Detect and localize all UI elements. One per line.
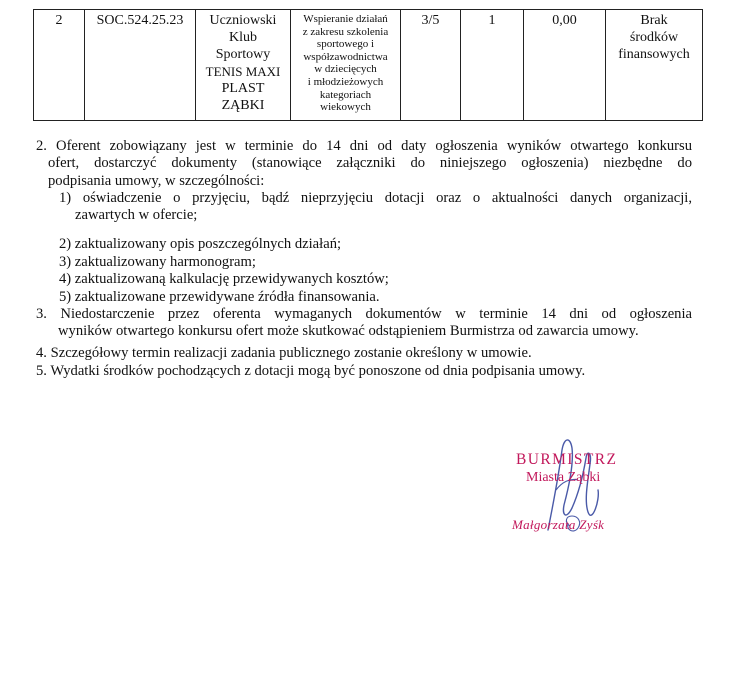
cell-amount: 0,00 [524, 10, 606, 121]
clause-2: 2. Oferent zobowiązany jest w terminie do 14 dni od daty ogłoszenia wyników otwartego konkursu ofert, dostarczyć dokumenty (stanowiące załączniki do niniejszego ogłoszenia) niezbędne do podpisania umowy, w szczególności: [36, 138, 692, 189]
mayor-stamp [500, 430, 650, 540]
stamp-subtitle: Miasta Ząbki [526, 470, 601, 485]
clause-2-sub-2: 2) zaktualizowany opis poszczególnych działań; [59, 236, 342, 252]
table-row [34, 10, 703, 121]
cell-ratio: 3/5 [401, 10, 461, 121]
clause-2-sub-4: 4) zaktualizowaną kalkulację przewidywanych kosztów; [59, 271, 389, 287]
cell-task: Wspieranie działań z zakresu szkolenia sportowego i współzawodnictwa w dziecięcych i młodzieżowych kategoriach wiekowych [291, 10, 401, 121]
cell-note: Brak środków finansowych [606, 10, 703, 121]
clause-2-sub-5: 5) zaktualizowane przewidywane źródła finansowania. [59, 289, 380, 305]
stamp-title: BURMISTRZ [516, 451, 618, 468]
stamp-name: Małgorzata Zyśk [512, 517, 605, 532]
clause-5: 5. Wydatki środków pochodzących z dotacji mogą być ponoszone od dnia podpisania umowy. [36, 363, 586, 379]
clause-4: 4. Szczegółowy termin realizacji zadania publicznego zostanie określony w umowie. [36, 345, 532, 361]
cell-lp: 2 [34, 10, 85, 121]
cell-count: 1 [461, 10, 524, 121]
clause-2-sub-3: 3) zaktualizowany harmonogram; [59, 254, 256, 270]
funding-table [33, 9, 703, 121]
cell-organization: Uczniowski Klub Sportowy TENIS MAXI PLAST ZĄBKI [196, 10, 291, 121]
clause-3: 3. Niedostarczenie przez oferenta wymaganych dokumentów w terminie 14 dni od ogłoszenia wyników otwartego konkursu ofert może skutkować odstąpieniem Burmistrza od zawarcia umowy. [36, 306, 692, 340]
clause-2-sub-1: 1) oświadczenie o przyjęciu, bądź nieprzyjęciu dotacji oraz o aktualności danych organizacji, zawartych w ofercie; [59, 190, 692, 224]
cell-code: SOC.524.25.23 [85, 10, 196, 121]
